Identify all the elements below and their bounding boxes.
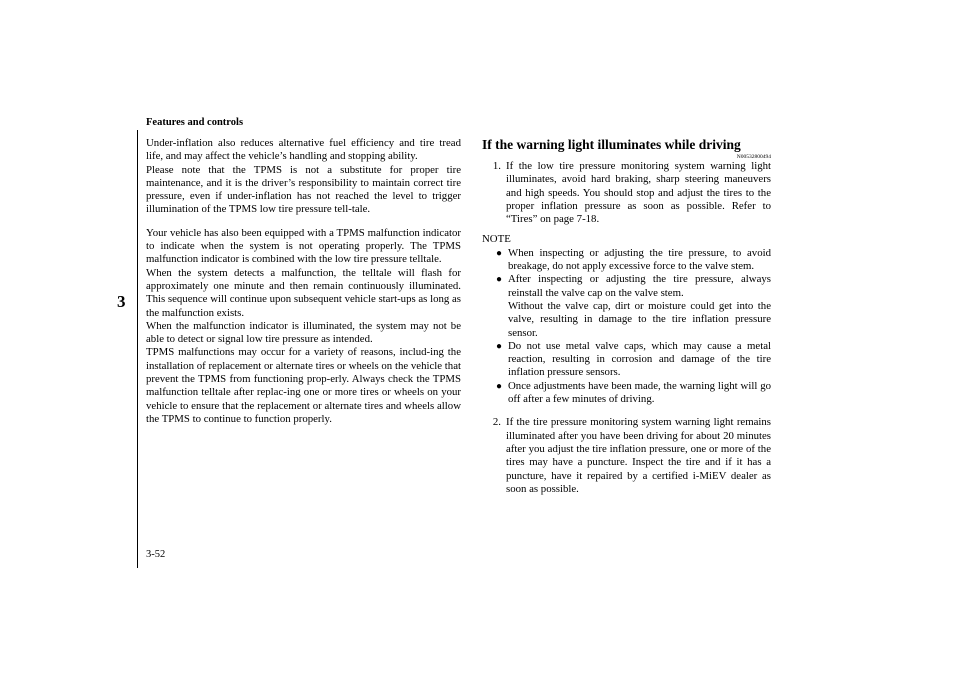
note-bullet-4 (496, 380, 771, 407)
note-bullet-1-text: When inspecting or adjusting the tire pressure, to avoid breakage, do not apply excessive force to the valve stem. (508, 246, 771, 273)
step-1-text: If the low tire pressure monitoring system warning light illuminates, avoid hard braking, sharp steering maneuvers and high speeds. You should stop and adjust the tires to the proper inflation pressure as soon as possible. Refer to “Tires” on page 7-18. (506, 160, 771, 226)
note-bullet-4-text: Once adjustments have been made, the warning light will go off after a few minutes of driving. (508, 379, 771, 406)
step-1-number: 1. (492, 160, 501, 172)
left-column (146, 137, 461, 426)
bullet-icon: ● (496, 340, 503, 352)
step-2 (482, 416, 771, 496)
reference-code: N00532800494 (736, 154, 771, 160)
note-bullet-2-text (508, 273, 771, 339)
paragraph-malfunction-indicator: Your vehicle has also been equipped with a TPMS malfunction indicator to indicate when the system is not operating properly. The TPMS malfunction indicator is combined with the low tire pressure telltale. (146, 226, 461, 266)
note-bullet-3 (496, 340, 771, 380)
paragraph-indicator-illuminated: When the malfunction indicator is illuminated, the system may not be able to detect or signal low tire pressure as intended. (146, 319, 461, 346)
paragraph-telltale-flash: When the system detects a malfunction, the telltale will flash for approximately one minute and then remain continuously illuminated. This sequence will continue upon subsequent vehicle start-ups as long as the malfunction exists. (146, 266, 461, 319)
note-label: NOTE (482, 233, 511, 246)
warning-light-heading: If the warning light illuminates while driving (482, 137, 741, 152)
section-header: Features and controls (146, 117, 244, 128)
note-bullet-3-text: Do not use metal valve caps, which may cause a metal reaction, resulting in corrosion and damage of the tire inflation pressure sensors. (508, 339, 771, 379)
note-bullet-2-main: After inspecting or adjusting the tire pressure, always reinstall the valve cap on the valve stem. (508, 273, 771, 299)
bullet-icon: ● (496, 274, 503, 286)
note-bullet-1 (496, 247, 771, 274)
bullet-icon: ● (496, 380, 503, 392)
note-bullet-2-continuation: Without the valve cap, dirt or moisture could get into the valve, resulting in damage to the tire inflation pressure sensor. (508, 299, 771, 339)
step-2-number: 2. (492, 416, 501, 429)
paragraph-tpms-not-substitute: Please note that the TPMS is not a substitute for proper tire maintenance, and it is the driver’s responsibility to maintain correct tire pressure, even if under-inflation has not reached the level to trigger illumination of the TPMS low tire pressure tell-tale. (146, 163, 461, 216)
chapter-tab-rule (137, 130, 138, 568)
page-number: 3-52 (146, 549, 166, 560)
step-1 (482, 160, 771, 226)
note-bullet-2 (496, 273, 771, 339)
right-column (482, 137, 771, 496)
step-2-text: If the tire pressure monitoring system warning light remains illuminated after you have been driving for about 20 minutes after you adjust the tire inflation pressure, one or more of the tires may have a puncture. Inspect the tire and if it has a puncture, have it repaired by a certified i-MiEV dealer as soon as possible. (506, 416, 771, 495)
paragraph-under-inflation: Under-inflation also reduces alternative fuel efficiency and tire tread life, and may affect the vehicle’s handling and stopping ability. (146, 137, 461, 163)
bullet-icon: ● (496, 247, 503, 259)
chapter-tab-number: 3 (117, 292, 126, 311)
paragraph-tpms-malfunctions: TPMS malfunctions may occur for a variety of reasons, includ-ing the installation of replacement or alternate tires or wheels on the vehicle that prevent the TPMS from functioning prop-erly. Always check the TPMS malfunction telltale after replac-ing one or more tires or wheels on your vehicle to ensure that the replacement or alternate tires and wheels allow the TPMS to continue to function properly. (146, 346, 461, 425)
